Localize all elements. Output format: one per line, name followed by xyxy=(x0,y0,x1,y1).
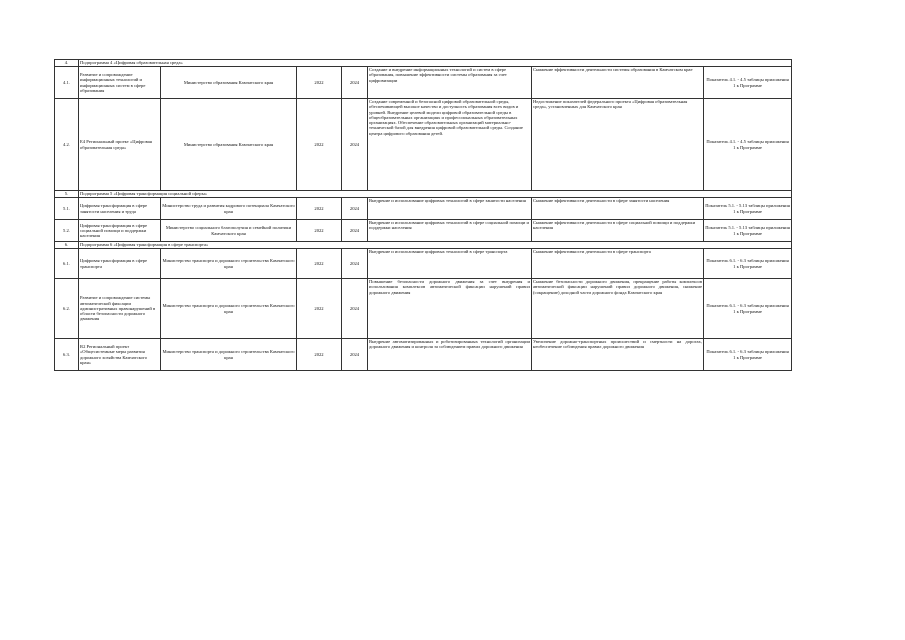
table-row xyxy=(55,249,792,279)
end-year: 2024 xyxy=(342,198,368,220)
end-year: 2024 xyxy=(342,99,368,191)
non-implementation-consequence: Снижение эффективности деятельности в сфере занятости населения xyxy=(532,198,704,220)
measure-name: Цифровая трансформация в сфере социальной помощи и поддержки населения xyxy=(79,220,161,242)
executor-cell: Министерство транспорта и дорожного строительства Камчатского края xyxy=(161,279,297,339)
start-year: 2022 xyxy=(297,249,342,279)
indicator-link: Показатель 6.1. - 6.3 таблицы приложения 1 к Программе xyxy=(704,279,792,339)
non-implementation-consequence: Снижение эффективности деятельности в сфере транспорта xyxy=(532,249,704,279)
table-row xyxy=(55,220,792,242)
start-year: 2022 xyxy=(297,279,342,339)
end-year: 2024 xyxy=(342,339,368,371)
table-row xyxy=(55,99,792,191)
executor-cell: Министерство транспорта и дорожного строительства Камчатского края xyxy=(161,249,297,279)
non-implementation-consequence: Снижение безопасности дорожного движения, прекращение работы комплексов автоматической фиксации нарушений правил дорожного движения, снижение (сокращение) доходной части дорожного фонда Камчатского края xyxy=(532,279,704,339)
section-number: 6. xyxy=(55,242,79,249)
start-year: 2022 xyxy=(297,67,342,99)
expected-result: Внедрение и использование цифровых технологий в сфере занятости населения xyxy=(368,198,532,220)
section-number: 5. xyxy=(55,191,79,198)
end-year: 2024 xyxy=(342,249,368,279)
expected-result: Создание и внедрение информационных технологий и систем в сфере образования, повышение эффективности системы образования за счет цифровизации xyxy=(368,67,532,99)
executor-cell: Министерство образования Камчатского края xyxy=(161,99,297,191)
row-number: 4.1. xyxy=(55,67,79,99)
non-implementation-consequence: Увеличение дорожно-транспортных происшествий и смертности на дорогах, необеспечение соблюдения правил дорожного движения xyxy=(532,339,704,371)
executor-cell: Министерство образования Камчатского края xyxy=(161,67,297,99)
indicator-link: Показатель 6.1. - 6.3 таблицы приложения 1 к Программе xyxy=(704,249,792,279)
measure-name: Цифровая трансформация в сфере занятости населения и труда xyxy=(79,198,161,220)
measure-name: Развитие и сопровождение информационных технологий и информационных систем в сфере образования xyxy=(79,67,161,99)
section-title: Подпрограмма 6 «Цифровая трансформация в сфере транспорта» xyxy=(79,242,792,249)
section-title: Подпрограмма 5 «Цифровая трансформация социальной сферы» xyxy=(79,191,792,198)
indicator-link: Показатель 5.1. - 5.13 таблицы приложения 1 к Программе xyxy=(704,220,792,242)
expected-result: Внедрение и использование цифровых технологий в сфере социальной помощи и поддержки населения xyxy=(368,220,532,242)
table-row xyxy=(55,198,792,220)
program-measures-table xyxy=(54,59,792,371)
section-title: Подпрограмма 4 «Цифровая образовательная среда» xyxy=(79,60,792,67)
non-implementation-consequence: Снижение эффективности деятельности в сфере социальной помощи и поддержки населения xyxy=(532,220,704,242)
measure-name: Е4 Региональный проект «Цифровая образовательная среда» xyxy=(79,99,161,191)
section-header-row xyxy=(55,60,792,67)
non-implementation-consequence: Недостижение показателей федерального проекта «Цифровая образовательная среда», установленных для Камчатского края xyxy=(532,99,704,191)
indicator-link: Показатель 6.1. - 6.3 таблицы приложения 1 к Программе xyxy=(704,339,792,371)
expected-result: Внедрение автоматизированных и роботизированных технологий организации дорожного движения и контроля за соблюдением правил дорожного движения xyxy=(368,339,532,371)
section-header-row xyxy=(55,191,792,198)
indicator-link: Показатель 5.1. - 5.13 таблицы приложения 1 к Программе xyxy=(704,198,792,220)
measure-name: Развитие и сопровождение системы автоматической фиксации административных правонарушений в области безопасности дорожного движения xyxy=(79,279,161,339)
expected-result: Внедрение и использование цифровых технологий в сфере транспорта xyxy=(368,249,532,279)
row-number: 4.2. xyxy=(55,99,79,191)
row-number: 5.2. xyxy=(55,220,79,242)
row-number: 6.2. xyxy=(55,279,79,339)
start-year: 2022 xyxy=(297,198,342,220)
table-row xyxy=(55,67,792,99)
section-header-row xyxy=(55,242,792,249)
row-number: 5.1. xyxy=(55,198,79,220)
section-number: 4. xyxy=(55,60,79,67)
table-row xyxy=(55,339,792,371)
expected-result: Повышение безопасности дорожного движения за счет внедрения и использования комплексов автоматической фиксации нарушений правил дорожного движения xyxy=(368,279,532,339)
executor-cell: Министерство транспорта и дорожного строительства Камчатского края xyxy=(161,339,297,371)
measure-name: R2 Региональный проект «Общесистемные меры развития дорожного хозяйства Камчатского края» xyxy=(79,339,161,371)
measure-name: Цифровая трансформация в сфере транспорта xyxy=(79,249,161,279)
start-year: 2022 xyxy=(297,339,342,371)
end-year: 2024 xyxy=(342,67,368,99)
end-year: 2024 xyxy=(342,279,368,339)
end-year: 2024 xyxy=(342,220,368,242)
indicator-link: Показатель 4.1. - 4.5 таблицы приложения 1 к Программе xyxy=(704,67,792,99)
non-implementation-consequence: Снижение эффективности деятельности системы образования в Камчатском крае xyxy=(532,67,704,99)
document-sheet xyxy=(54,59,791,371)
expected-result: Создание современной и безопасной цифровой образовательной среды, обеспечивающей высокое качество и доступность образования всех видов и уровней. Внедрение целевой модели цифровой образовательной среды в общеобразовательных организациях и профессиональных образовательных организациях. Обеспечение образовательных организаций материально-технической базой для внедрения цифровой образовательной среды. Создание центра цифрового образования детей. xyxy=(368,99,532,191)
start-year: 2022 xyxy=(297,220,342,242)
indicator-link: Показатель 4.1. - 4.5 таблицы приложения 1 к Программе xyxy=(704,99,792,191)
start-year: 2022 xyxy=(297,99,342,191)
row-number: 6.3. xyxy=(55,339,79,371)
executor-cell: Министерство социального благополучия и семейной политики Камчатского края xyxy=(161,220,297,242)
executor-cell: Министерство труда и развития кадрового потенциала Камчатского края xyxy=(161,198,297,220)
row-number: 6.1. xyxy=(55,249,79,279)
table-row xyxy=(55,279,792,339)
